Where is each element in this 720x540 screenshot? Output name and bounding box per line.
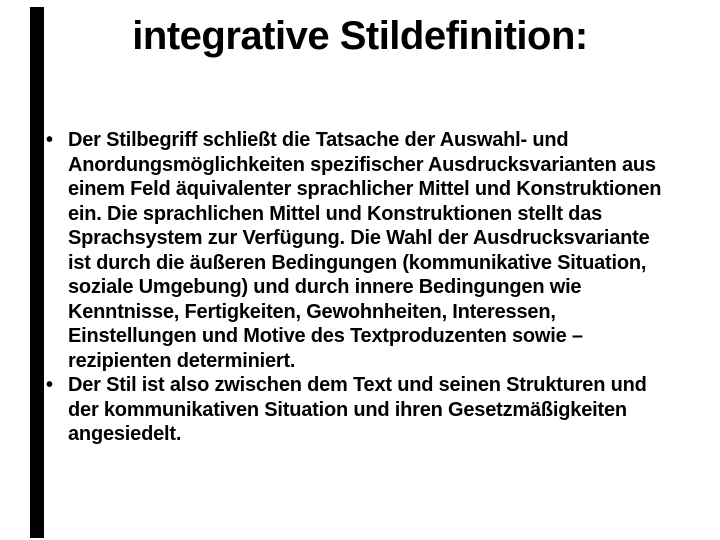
bullet-item <box>46 128 706 373</box>
bullet-line: soziale Umgebung) und durch innere Bedingungen wie <box>68 276 582 298</box>
bullet-line: angesiedelt. <box>68 423 182 445</box>
bullet-list <box>46 128 706 447</box>
bullet-text <box>68 128 661 373</box>
bullet-line: Anordungsmöglichkeiten spezifischer Ausdrucksvarianten aus <box>68 153 656 176</box>
bullet-marker: • <box>46 374 54 396</box>
bullet-item <box>46 373 706 447</box>
bullet-line: Einstellungen und Motive des Textproduzenten sowie – <box>68 325 583 347</box>
bullet-line: Sprachsystem zur Verfügung. Die Wahl der Ausdrucksvariante <box>68 227 650 249</box>
bullet-line: Der Stilbegriff schließt die Tatsache der Auswahl- und <box>68 129 569 151</box>
bullet-line: ist durch die äußeren Bedingungen (kommunikative Situation, <box>68 251 647 274</box>
bullet-marker: • <box>46 129 54 151</box>
bullet-text <box>68 373 647 447</box>
bullet-line: der kommunikativen Situation und ihren Gesetzmäßigkeiten <box>68 398 627 421</box>
slide-title: integrative Stildefinition: <box>132 14 588 58</box>
bullet-line: einem Feld äquivalenter sprachlicher Mittel und Konstruktionen <box>68 178 662 200</box>
bullet-line: Der Stil ist also zwischen dem Text und seinen Strukturen und <box>68 374 647 396</box>
left-edge-bar <box>30 7 44 538</box>
bullet-line: Kenntnisse, Fertigkeiten, Gewohnheiten, Interessen, <box>68 300 556 323</box>
bullet-line: ein. Die sprachlichen Mittel und Konstruktionen stellt das <box>68 202 603 225</box>
bullet-line: rezipienten determiniert. <box>68 349 296 372</box>
